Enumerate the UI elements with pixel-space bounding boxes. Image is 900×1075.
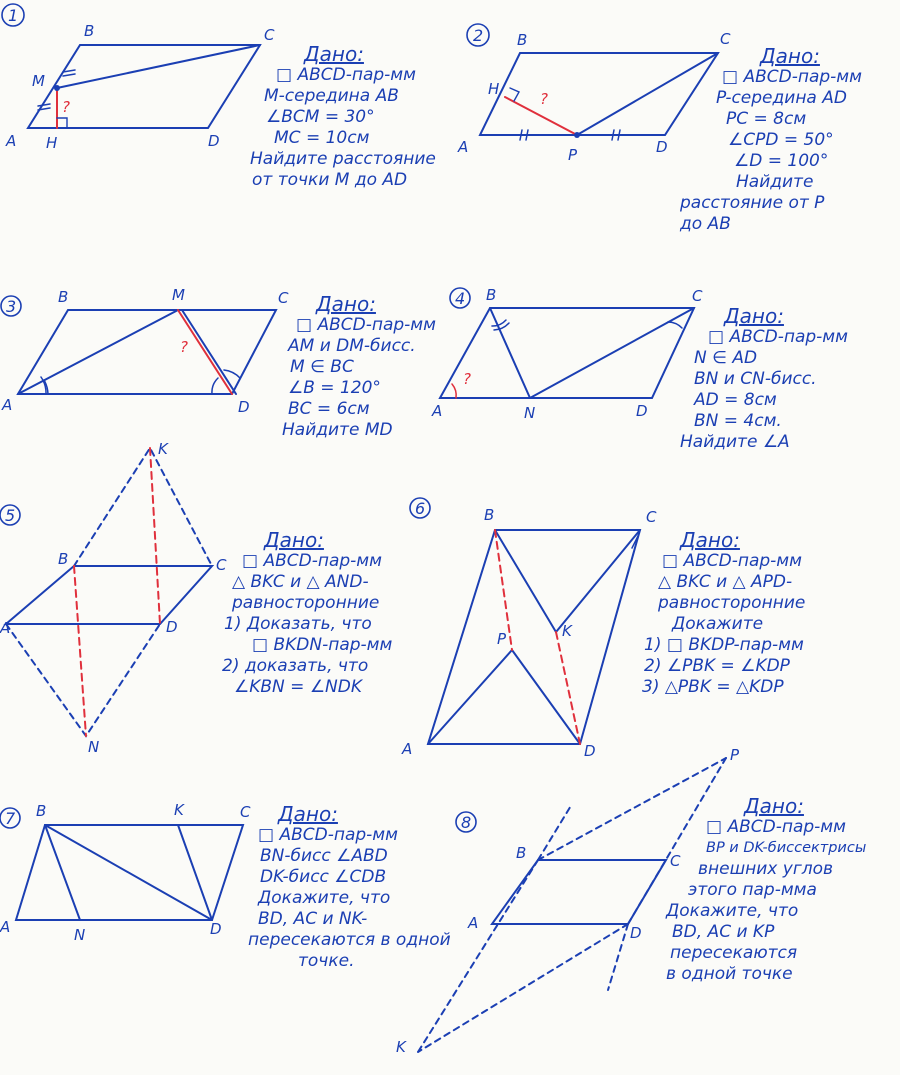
problem-7-number: 7 bbox=[5, 809, 16, 828]
problem-2-given-line: □ ABCD-пар-мм bbox=[722, 67, 862, 87]
problem-5-given-line: равносторонние bbox=[232, 593, 380, 613]
problem-6-number: 6 bbox=[415, 499, 426, 518]
problem-2-given-line: до AB bbox=[680, 214, 731, 234]
problem-3-label-B: B bbox=[58, 288, 69, 306]
problem-2-given-line: PC = 8см bbox=[726, 109, 807, 129]
problem-5-given-line: 1) Доказать, что bbox=[224, 614, 372, 634]
problem-4-question-mark: ? bbox=[463, 370, 471, 388]
problem-1-given-line: □ ABCD-пар-мм bbox=[276, 65, 416, 85]
problem-6-given-line: 3) △PBK = △KDP bbox=[642, 677, 784, 697]
problem-3-given-line: AM и DM-бисс. bbox=[288, 336, 416, 356]
problem-3-given bbox=[282, 294, 436, 441]
problem-2-label-D: D bbox=[656, 138, 668, 156]
problem-1-question-mark: ? bbox=[62, 98, 70, 116]
problem-5-label-K: K bbox=[158, 440, 168, 458]
problem-5-segment-BN bbox=[74, 566, 86, 736]
problem-8-given-line: BP и DK-биссектрисы bbox=[706, 840, 867, 856]
problem-8-label-A: A bbox=[468, 914, 479, 932]
problem-3-figure bbox=[1, 286, 289, 416]
problem-6-given-line: равносторонние bbox=[658, 593, 806, 613]
problem-4-given-line: BN и CN-бисс. bbox=[694, 369, 817, 389]
problem-3-label-C: C bbox=[278, 289, 289, 307]
problem-5-given-line: 2) доказать, что bbox=[222, 656, 369, 676]
problem-3-label-A: A bbox=[2, 396, 13, 414]
problem-7-given-line: □ ABCD-пар-мм bbox=[258, 825, 398, 845]
problem-1-given-line: ∠BCM = 30° bbox=[266, 107, 375, 127]
problem-5-label-A: A bbox=[0, 619, 11, 637]
problem-3-given-line: ∠B = 120° bbox=[288, 378, 381, 398]
problem-4-given-line: AD = 8см bbox=[694, 390, 777, 410]
problem-7-label-C: C bbox=[240, 803, 251, 821]
problem-8-given-title: Дано: bbox=[744, 794, 804, 818]
problem-4-label-D: D bbox=[636, 402, 648, 420]
problem-6-given-line: △ BKC и △ APD- bbox=[658, 572, 793, 592]
problem-2-number: 2 bbox=[473, 26, 484, 45]
problem-7-given-line: точке. bbox=[298, 951, 355, 971]
problem-6-figure bbox=[401, 498, 657, 760]
problem-1-label-M: M bbox=[32, 72, 45, 90]
problem-4-bisector-BN bbox=[490, 308, 530, 398]
problem-2-question-mark: ? bbox=[540, 90, 548, 108]
problem-3-given-line: □ ABCD-пар-мм bbox=[296, 315, 436, 335]
problem-1-label-B: B bbox=[84, 22, 95, 40]
problem-8-given-line: в одной точке bbox=[666, 964, 793, 984]
problem-6-label-D: D bbox=[584, 742, 596, 760]
problem-7-given-line: DK-бисс ∠CDB bbox=[260, 867, 387, 887]
problem-8-label-C: C bbox=[670, 852, 681, 870]
problem-2-label-A: A bbox=[458, 138, 469, 156]
problem-5-given-line: □ ABCD-пар-мм bbox=[242, 551, 382, 571]
problem-7-label-K: K bbox=[174, 801, 184, 819]
problem-4-label-A: A bbox=[432, 402, 443, 420]
problem-7-given-line: пересекаются в одной bbox=[248, 930, 451, 950]
problem-1-given-line: M-середина AB bbox=[264, 86, 399, 106]
problem-4-given-line: BN = 4см. bbox=[694, 411, 782, 431]
problem-3-label-D: D bbox=[238, 398, 250, 416]
problem-5-label-N: N bbox=[88, 738, 100, 756]
problem-2-given-line: Найдите bbox=[736, 172, 814, 192]
problem-3-given-line: BC = 6см bbox=[288, 399, 370, 419]
problem-4-label-N: N bbox=[524, 404, 536, 422]
problem-5-label-B: B bbox=[58, 550, 69, 568]
problem-3-parallelogram bbox=[18, 310, 276, 394]
problem-3-given-title: Дано: bbox=[316, 292, 376, 316]
problem-1-label-C: C bbox=[264, 26, 275, 44]
problem-4-given-title: Дано: bbox=[724, 304, 784, 328]
problem-2-segment-PC bbox=[577, 53, 718, 135]
problem-1-number: 1 bbox=[8, 6, 19, 25]
problem-8-label-P: P bbox=[730, 746, 740, 764]
problem-7-label-A: A bbox=[0, 918, 11, 936]
problem-7-given-line: BN-бисс ∠ABD bbox=[260, 846, 388, 866]
problem-4-given-line: □ ABCD-пар-мм bbox=[708, 327, 848, 347]
problem-6-label-B: B bbox=[484, 506, 495, 524]
problem-6-label-K: K bbox=[562, 622, 572, 640]
problem-2-label-C: C bbox=[720, 30, 731, 48]
problem-1-segment-MC bbox=[57, 45, 260, 88]
problem-7-diagonal-BD bbox=[45, 825, 212, 920]
problem-8-label-B: B bbox=[516, 844, 527, 862]
problem-7-bisector-BN bbox=[45, 825, 80, 920]
problem-8-number: 8 bbox=[461, 813, 472, 832]
problem-8-label-K: K bbox=[396, 1038, 406, 1056]
problem-1-given-line: MC = 10см bbox=[274, 128, 370, 148]
problem-4-label-C: C bbox=[692, 287, 703, 305]
problem-4-figure bbox=[431, 286, 703, 422]
problem-6-given-line: Докажите bbox=[672, 614, 764, 634]
problem-7-given-line: BD, AC и NK- bbox=[258, 909, 368, 929]
problem-7-label-N: N bbox=[74, 926, 86, 944]
problem-3-given-line: M ∈ BC bbox=[290, 357, 354, 377]
problem-1-label-A: A bbox=[6, 132, 17, 150]
problem-7-figure bbox=[0, 801, 251, 944]
problem-7-given-title: Дано: bbox=[278, 802, 338, 826]
problem-4-given-line: N ∈ AD bbox=[694, 348, 758, 368]
problem-2-given-line: ∠CPD = 50° bbox=[728, 130, 834, 150]
problem-6-triangle-BKC bbox=[495, 530, 640, 632]
problem-1-given bbox=[250, 44, 436, 191]
problem-3-question-mark: ? bbox=[180, 338, 188, 356]
problem-3-number: 3 bbox=[6, 297, 17, 316]
problem-8-given-line: пересекаются bbox=[670, 943, 798, 963]
problem-7-label-B: B bbox=[36, 802, 47, 820]
problem-2-label-B: B bbox=[517, 31, 528, 49]
problem-6-given-line: □ ABCD-пар-мм bbox=[662, 551, 802, 571]
problem-8-given bbox=[666, 794, 867, 985]
problem-6-triangle-APD bbox=[428, 650, 580, 744]
problem-2-given-line: расстояние от P bbox=[680, 193, 825, 213]
problem-4-parallelogram bbox=[440, 308, 694, 398]
problem-7-given bbox=[248, 802, 451, 972]
problem-8-given-line: BD, AC и KP bbox=[672, 922, 775, 942]
problem-7-bisector-DK bbox=[178, 825, 212, 920]
problem-2-given-title: Дано: bbox=[760, 44, 820, 68]
problem-2-given-line: P-середина AD bbox=[716, 88, 847, 108]
problem-7-given-line: Докажите, что bbox=[258, 888, 391, 908]
problem-8-given-line: этого пар-мма bbox=[688, 880, 817, 900]
problem-1-label-H: H bbox=[46, 134, 58, 152]
problem-5-given-line: □ BKDN-пар-мм bbox=[252, 635, 393, 655]
problem-1-given-line: от точки M до AD bbox=[252, 170, 408, 190]
problem-5-label-C: C bbox=[216, 556, 227, 574]
problem-8-label-D: D bbox=[630, 924, 642, 942]
problem-6-label-P: P bbox=[497, 630, 507, 648]
problem-5-label-D: D bbox=[166, 618, 178, 636]
problem-1-label-D: D bbox=[208, 132, 220, 150]
problem-6-given-title: Дано: bbox=[680, 528, 740, 552]
problem-6-label-A: A bbox=[402, 740, 413, 758]
problem-6-given-line: 1) □ BKDP-пар-мм bbox=[644, 635, 804, 655]
problem-1-given-title: Дано: bbox=[304, 42, 364, 66]
problem-4-label-B: B bbox=[486, 286, 497, 304]
problem-3-label-M: M bbox=[172, 286, 185, 304]
problem-5-number: 5 bbox=[5, 506, 16, 525]
problem-6-given bbox=[642, 528, 806, 698]
problem-5-segment-KD bbox=[150, 448, 160, 624]
problem-4-number: 4 bbox=[455, 289, 466, 308]
problem-2-label-H: H bbox=[488, 80, 500, 98]
problem-5-given-line: ∠KBN = ∠NDK bbox=[234, 677, 363, 697]
problem-7-label-D: D bbox=[210, 920, 222, 938]
problem-8-given-line: □ ABCD-пар-мм bbox=[706, 817, 846, 837]
problem-5-figure bbox=[0, 440, 227, 756]
problem-5-given-line: △ BKC и △ AND- bbox=[232, 572, 369, 592]
problem-2-figure bbox=[457, 24, 731, 164]
problem-5-parallelogram bbox=[6, 566, 212, 624]
problem-6-label-C: C bbox=[646, 508, 657, 526]
problem-4-given-line: Найдите ∠A bbox=[680, 432, 790, 452]
problem-5-triangle-BKC bbox=[74, 448, 212, 566]
problem-1-given-line: Найдите расстояние bbox=[250, 149, 436, 169]
problem-6-parallelogram bbox=[428, 530, 640, 744]
problem-5-given bbox=[222, 528, 393, 698]
problem-6-given-line: 2) ∠PBK = ∠KDP bbox=[644, 656, 790, 676]
problem-2-given bbox=[680, 44, 862, 235]
problem-3-given-line: Найдите MD bbox=[282, 420, 393, 440]
problem-5-given-title: Дано: bbox=[264, 528, 324, 552]
problem-1-figure bbox=[2, 4, 275, 152]
problem-4-given bbox=[680, 304, 848, 453]
problem-8-given-line: Докажите, что bbox=[666, 901, 799, 921]
problem-2-given-line: ∠D = 100° bbox=[734, 151, 829, 171]
problem-2-label-P: P bbox=[568, 146, 578, 164]
problem-8-given-line: внешних углов bbox=[698, 859, 834, 879]
